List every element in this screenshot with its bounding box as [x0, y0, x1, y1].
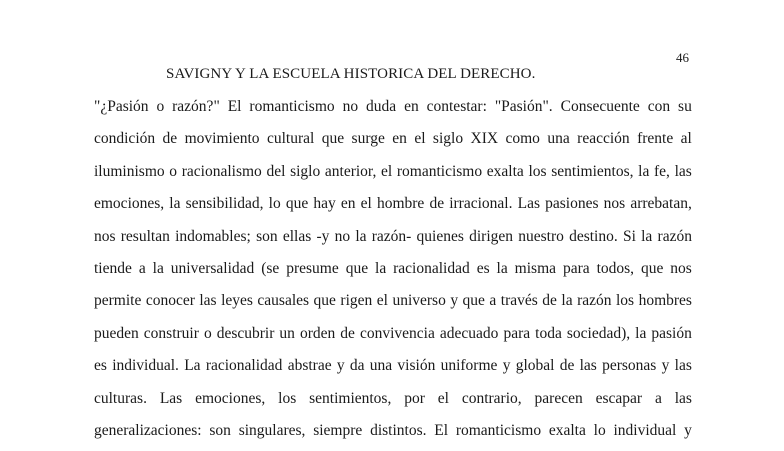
page-number: 46	[676, 50, 689, 65]
text-line: pueden construir o descubrir un orden de convivencia adecuado para toda sociedad), la pasión	[94, 324, 692, 342]
chapter-title: SAVIGNY Y LA ESCUELA HISTORICA DEL DERECHO.	[166, 66, 536, 82]
text-line: emociones, la sensibilidad, lo que hay en el hombre de irracional. Las pasiones nos arrebatan,	[94, 195, 692, 213]
text-line: iluminismo o racionalismo del siglo anterior, el romanticismo exalta los sentimientos, la fe, las	[94, 162, 692, 180]
text-line: "¿Pasión o razón?" El romanticismo no duda en contestar: "Pasión". Consecuente con su	[94, 98, 692, 115]
text-line: es individual. La racionalidad abstrae y da una visión uniforme y global de las personas y las	[94, 357, 692, 375]
text-line: condición de movimiento cultural que surge en el siglo XIX como una reacción frente al	[94, 130, 692, 148]
body-paragraph	[94, 95, 692, 451]
text-line: culturas. Las emociones, los sentimientos, por el contrario, parecen escapar a las	[94, 389, 692, 407]
text-line: tiende a la universalidad (se presume que la racionalidad es la misma para todos, que nos	[94, 259, 692, 277]
text-line: permite conocer las leyes causales que rigen el universo y que a través de la razón los hombres	[94, 292, 692, 310]
text-line: generalizaciones: son singulares, siempre distintos. El romanticismo exalta lo individual y	[94, 421, 692, 439]
text-line: nos resultan indomables; son ellas -y no la razón- quienes dirigen nuestro destino. Si la razón	[94, 227, 692, 245]
